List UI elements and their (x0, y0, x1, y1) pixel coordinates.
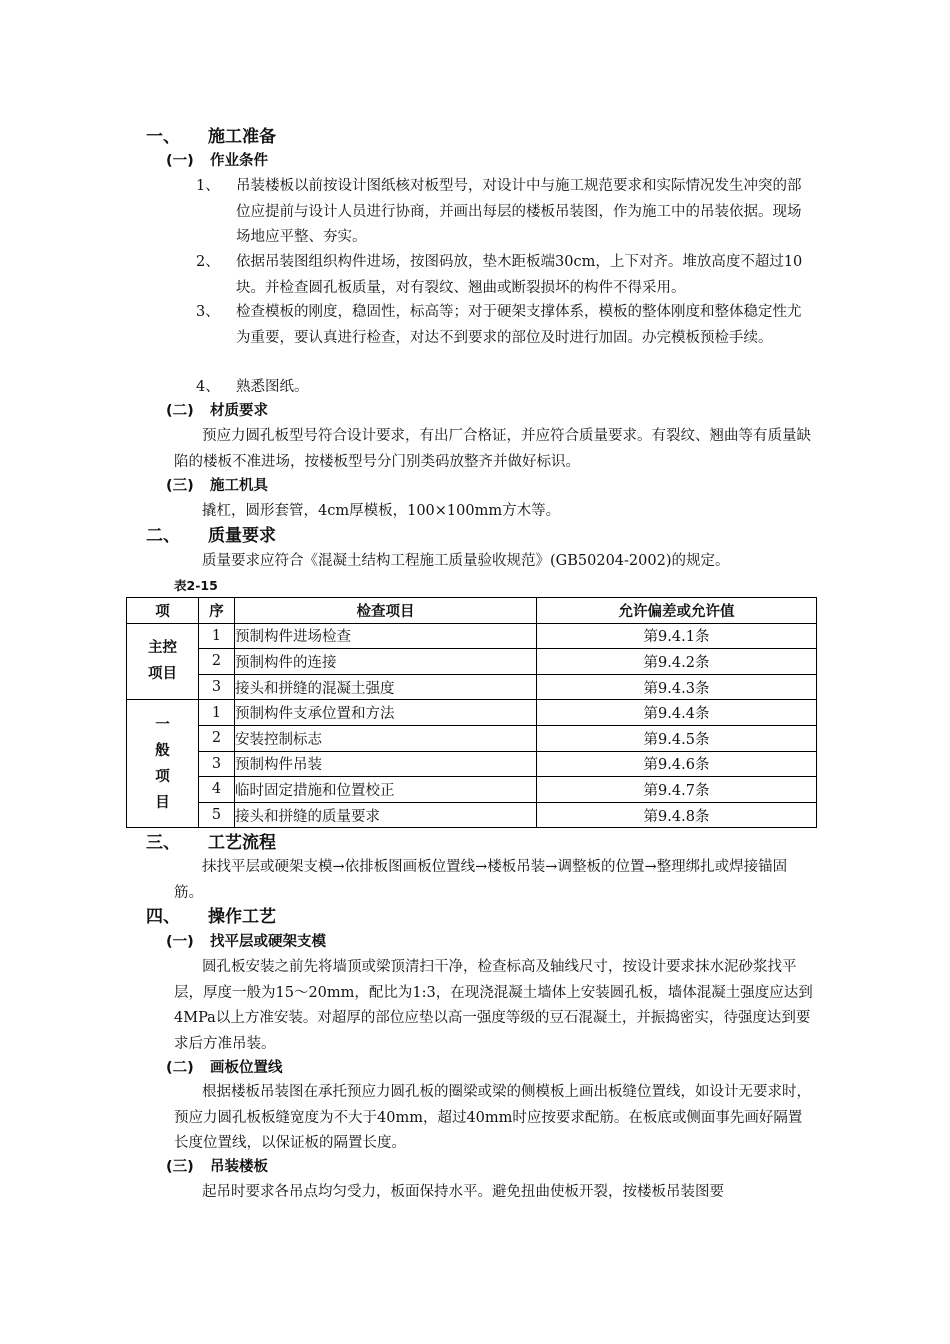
subsection-heading-1-1 (166, 151, 268, 171)
list-item-text: 吊装楼板以前按设计图纸核对板型号，对设计中与施工规范要求和实际情况发生冲突的部位应提前与设计人员进行协商，并画出每层的楼板吊装图，作为施工中的吊装依据。现场场地应平整、夯实。 (236, 178, 802, 245)
subsection-number: (一) (166, 934, 194, 950)
list-item-text: 依据吊装图组织构件进场，按图码放，垫木距板端30cm，上下对齐。堆放高度不超过10块。并检查圆孔板质量，对有裂纹、翘曲或断裂损坏的构件不得采用。 (236, 254, 803, 296)
paragraph: 预应力圆孔板型号符合设计要求，有出厂合格证，并应符合质量要求。有裂纹、翘曲等有质量缺陷的楼板不准进场，按楼板型号分门别类码放整齐并做好标识。 (174, 428, 811, 470)
table-row (127, 649, 817, 675)
seq-cell: 4 (199, 777, 235, 803)
list-item-number: 2、 (196, 254, 220, 270)
item-cell: 接头和拼缝的混凝土强度 (235, 674, 537, 700)
subsection-title: 施工机具 (210, 478, 268, 494)
seq-cell: 3 (199, 674, 235, 700)
section-number: 一、 (146, 127, 180, 147)
table-row (127, 777, 817, 803)
value-cell: 第9.4.5条 (537, 725, 817, 751)
item-cell: 接头和拼缝的质量要求 (235, 802, 537, 828)
paragraph: 根据楼板吊装图在承托预应力圆孔板的圈梁或梁的侧模板上画出板缝位置线，如设计无要求时，预应力圆孔板板缝宽度为不大于40mm，超过40mm时应按要求配筋。在板底或侧面事先画好隔置长度位置线，以保证板的隔置长度。 (174, 1084, 811, 1151)
subsection-number: (三) (166, 478, 194, 494)
value-cell: 第9.4.2条 (537, 649, 817, 675)
section-heading-3 (146, 832, 276, 854)
table-row (127, 802, 817, 828)
list-item-number: 4、 (196, 379, 220, 395)
item-cell: 临时固定措施和位置校正 (235, 777, 537, 803)
paragraph: 撬杠，圆形套管，4cm厚模板，100×100mm方木等。 (202, 503, 561, 519)
table-header: 检查项目 (235, 598, 537, 624)
table-row (127, 674, 817, 700)
seq-cell: 2 (199, 649, 235, 675)
subsection-number: (一) (166, 153, 194, 169)
paragraph: 圆孔板安装之前先将墙顶或梁顶清扫干净，检查标高及轴线尺寸，按设计要求抹水泥砂浆找平层，厚度一般为15～20mm，配比为1:3，在现浇混凝土墙体上安装圆孔板，墙体混凝土强度应达到4MPa以上方准安装。对超厚的部位应垫以高一强度等级的豆石混凝土，并振捣密实，待强度达到要求后方准吊装。 (174, 959, 813, 1052)
value-cell: 第9.4.8条 (537, 802, 817, 828)
table-header: 允许偏差或允许值 (537, 598, 817, 624)
item-cell: 预制构件吊装 (235, 751, 537, 777)
paragraph: 起吊时要求各吊点均匀受力，板面保持水平。避免扭曲使板开裂，按楼板吊装图要 (202, 1184, 724, 1200)
section-number: 四、 (146, 907, 180, 927)
item-cell: 安装控制标志 (235, 725, 537, 751)
paragraph: 质量要求应符合《混凝土结构工程施工质量验收规范》(GB50204-2002)的规定。 (202, 553, 730, 569)
subsection-title: 找平层或硬架支模 (210, 934, 326, 950)
table-header-row (127, 598, 817, 624)
section-title: 操作工艺 (208, 907, 276, 927)
table-row (127, 725, 817, 751)
value-cell: 第9.4.7条 (537, 777, 817, 803)
table-row (127, 751, 817, 777)
seq-cell: 5 (199, 802, 235, 828)
paragraph: 抹找平层或硬架支模→依排板图画板位置线→楼板吊装→调整板的位置→整理绑扎或焊接锚固筋。 (174, 859, 788, 901)
section-number: 三、 (146, 833, 180, 853)
subsection-heading-4-1 (166, 932, 326, 952)
table-row (127, 700, 817, 726)
subsection-title: 作业条件 (210, 153, 268, 169)
list-item-text: 熟悉图纸。 (236, 379, 309, 395)
section-heading-2 (146, 525, 276, 547)
section-title: 工艺流程 (208, 833, 276, 853)
value-cell: 第9.4.1条 (537, 623, 817, 649)
subsection-heading-1-3 (166, 476, 268, 496)
group-label: 一般项目 (155, 716, 170, 811)
table-header: 序 (199, 598, 235, 624)
subsection-number: (三) (166, 1159, 194, 1175)
list-item-number: 3、 (196, 304, 220, 320)
quality-table (126, 597, 817, 828)
seq-cell: 1 (199, 700, 235, 726)
table-caption: 表2-15 (174, 578, 218, 593)
table-row (127, 623, 817, 649)
item-cell: 预制构件进场检查 (235, 623, 537, 649)
subsection-title: 画板位置线 (210, 1060, 283, 1076)
subsection-heading-4-2 (166, 1058, 283, 1078)
list-item-text: 检查模板的刚度，稳固性，标高等；对于硬架支撑体系，模板的整体刚度和整体稳定性尤为重要，要认真进行检查，对达不到要求的部位及时进行加固。办完模板预检手续。 (236, 304, 802, 346)
subsection-heading-1-2 (166, 401, 268, 421)
subsection-number: (二) (166, 403, 194, 419)
subsection-title: 吊装楼板 (210, 1159, 268, 1175)
list-item-number: 1、 (196, 178, 220, 194)
section-title: 质量要求 (208, 526, 276, 546)
group-label: 主控项目 (148, 640, 177, 683)
value-cell: 第9.4.4条 (537, 700, 817, 726)
value-cell: 第9.4.3条 (537, 674, 817, 700)
group-cell-general (127, 700, 199, 828)
seq-cell: 3 (199, 751, 235, 777)
value-cell: 第9.4.6条 (537, 751, 817, 777)
section-heading-1 (146, 126, 276, 148)
item-cell: 预制构件的连接 (235, 649, 537, 675)
item-cell: 预制构件支承位置和方法 (235, 700, 537, 726)
subsection-heading-4-3 (166, 1157, 268, 1177)
group-cell-main-control (127, 623, 199, 700)
subsection-title: 材质要求 (210, 403, 268, 419)
table-header: 项 (127, 598, 199, 624)
section-title: 施工准备 (208, 127, 276, 147)
seq-cell: 1 (199, 623, 235, 649)
section-heading-4 (146, 906, 276, 928)
seq-cell: 2 (199, 725, 235, 751)
subsection-number: (二) (166, 1060, 194, 1076)
section-number: 二、 (146, 526, 180, 546)
